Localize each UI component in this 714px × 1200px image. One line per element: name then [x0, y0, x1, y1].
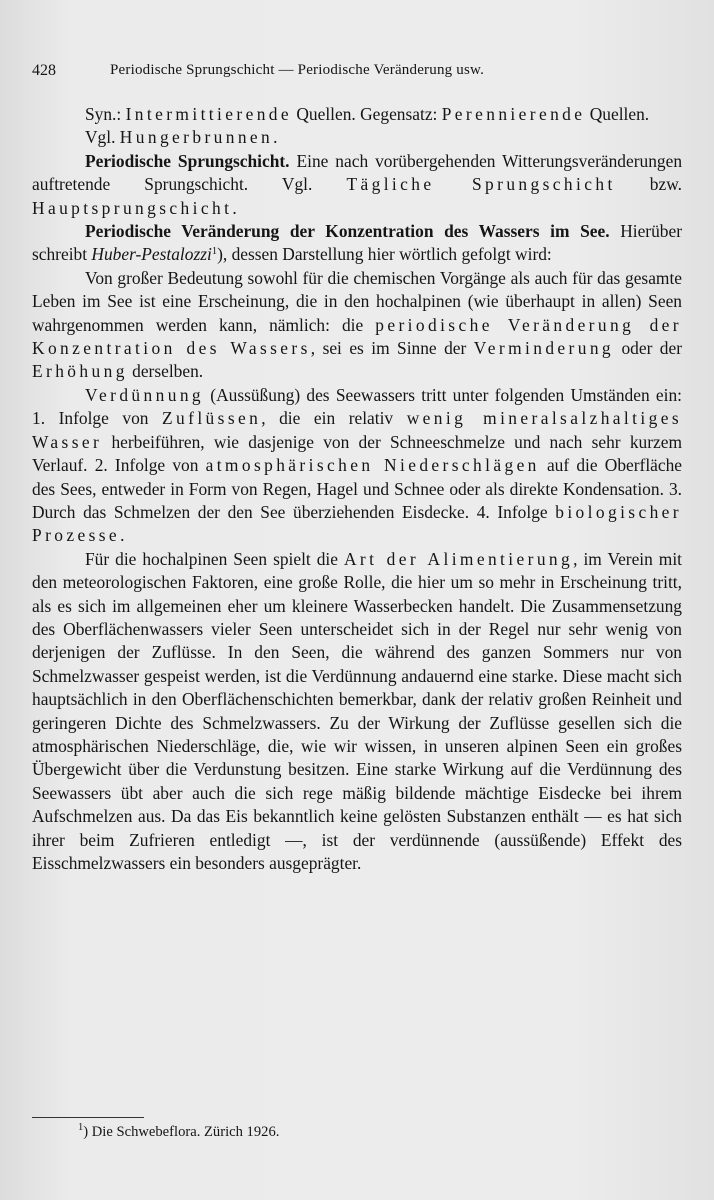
- text-run: derselben.: [127, 361, 204, 382]
- text-run: , die ein relativ: [261, 408, 407, 429]
- page-number: 428: [32, 62, 56, 79]
- text-run: Von großer Bedeutung sowohl für die chemischen Vorgänge als auch für das gesamte Leben im See ist eine Erscheinung, die in den hochalpinen (wie überhaupt in allen) Seen wahrgenommen werden kann, nämlich: die: [32, 267, 682, 335]
- spaced-term: periodische Veränderung der Konzentration des Wassers: [32, 314, 682, 359]
- text-run: .: [120, 525, 125, 546]
- see-also-label: Vgl.: [85, 127, 120, 148]
- text-run: Für die hochalpinen Seen spielt die: [85, 548, 344, 569]
- text-run: auf die Oberfläche des Sees, entweder in Form von Regen, Hagel und Schnee oder als direkte Kondensation. 3. Durch das Schmelzen der den See überziehenden Eisdecke. 4. Infolge: [32, 455, 682, 522]
- syn-end: Quellen.: [585, 104, 650, 124]
- syn-term: Intermittierende: [125, 104, 293, 124]
- paragraph-1: [32, 267, 682, 384]
- paragraph-2: [32, 384, 682, 548]
- spaced-term: Verdünnung: [85, 384, 205, 405]
- footnote-text: ) Die Schwebeflora. Zürich 1926.: [83, 1124, 280, 1140]
- page-header: [32, 62, 692, 84]
- author-name: Huber-Pestalozzi: [91, 244, 212, 265]
- spaced-term: biologischer Prozesse: [32, 501, 682, 546]
- entry-text: Hierüber schreibt: [32, 221, 682, 265]
- spaced-term: Verminderung: [473, 338, 615, 359]
- text-run: oder der: [614, 338, 683, 359]
- see-also-line: [32, 126, 682, 149]
- footnote: [78, 1122, 578, 1142]
- entry-periodische-sprungschicht: [32, 150, 682, 220]
- entry-periodische-veraenderung: [32, 220, 682, 267]
- see-also-end: .: [273, 127, 278, 148]
- entry-term: Periodische Veränderung der Konzentration des Wassers im See.: [85, 221, 610, 242]
- running-title: Periodische Sprungschicht — Periodische Veränderung usw.: [110, 62, 485, 78]
- spaced-term: Zuflüssen: [162, 408, 262, 429]
- entry-text: bzw.: [615, 174, 682, 195]
- cross-ref: Hauptsprungschicht: [32, 197, 233, 218]
- text-run: herbeiführen, wie dasjenige von der Schneeschmelze und nach sehr kurzem Verlauf. 2. Infolge von: [32, 431, 682, 476]
- spaced-term: wenig mineralsalzhaltiges Wasser: [32, 408, 682, 452]
- entry-text: ), dessen Darstellung hier wörtlich gefolgt wird:: [217, 244, 552, 265]
- paragraph-3: [32, 548, 682, 876]
- body-text: [32, 103, 682, 875]
- text-run: , im Verein mit den meteorologischen Faktoren, eine große Rolle, die hier um so mehr in Erscheinung tritt, als es sich im allgemeinen eher um kleinere Wasserbecken handelt. Die Zusammensetzung des Oberflächenwassers vieler Seen unterscheidet sich in der Regel nur sehr wenig von derjenigen der Zuflüsse. In den Seen, die während des ganzen Sommers nur von Schmelzwasser gespeist werden, ist die Verdünnung andauernd eine starke. Diese macht sich hauptsächlich in den Oberflächenschichten bemerkbar, dank der relativ großen Reinheit und geringeren Dichte des Schmelzwassers. Zu der Wirkung der Zuflüsse gesellen sich die atmosphärischen Niederschläge, die, wie wir wissen, in unseren alpinen Seen ein großes Übergewicht über die Verdunstung besitzen. Eine starke Wirkung auf die Verdünnung des Seewassers übt aber auch die sich rege mäßig bildende mächtige Eisdecke bei ihrem Aufschmelzen aus. Da das Eis bekanntlich keine gelösten Substanzen enthält — es hat sich ihrer beim Zufrieren entledigt —, ist der verdünnende (aussüßende) Effekt des Eisschmelzwassers ein besonders ausgeprägter.: [32, 548, 682, 873]
- footnote-reference: 1: [211, 246, 218, 258]
- synonym-line: [32, 103, 682, 126]
- text-run: , sei es im Sinne der: [310, 338, 474, 359]
- antonym-term: Perennierende: [441, 104, 586, 124]
- cross-ref: Tägliche Sprungschicht: [346, 174, 616, 195]
- footnote-rule: [32, 1117, 144, 1118]
- spaced-term: Art der Alimentierung: [343, 548, 574, 569]
- text-run: (Aussüßung) des Seewassers tritt unter folgenden Umständen ein: 1. Infolge von: [32, 384, 682, 429]
- spaced-term: atmosphärischen Niederschlägen: [205, 455, 540, 476]
- syn-text: Quellen. Gegensatz:: [292, 104, 442, 124]
- entry-text: Eine nach vorübergehenden Witterungsveränderungen auftretende Sprungschicht. Vgl.: [32, 150, 683, 195]
- spaced-term: Erhöhung: [32, 361, 128, 382]
- footnote-mark: 1: [78, 1122, 84, 1133]
- entry-term: Periodische Sprungschicht.: [85, 150, 290, 171]
- entry-text: .: [232, 197, 237, 218]
- see-also-term: Hungerbrunnen: [119, 127, 274, 148]
- syn-label: Syn.:: [85, 104, 126, 124]
